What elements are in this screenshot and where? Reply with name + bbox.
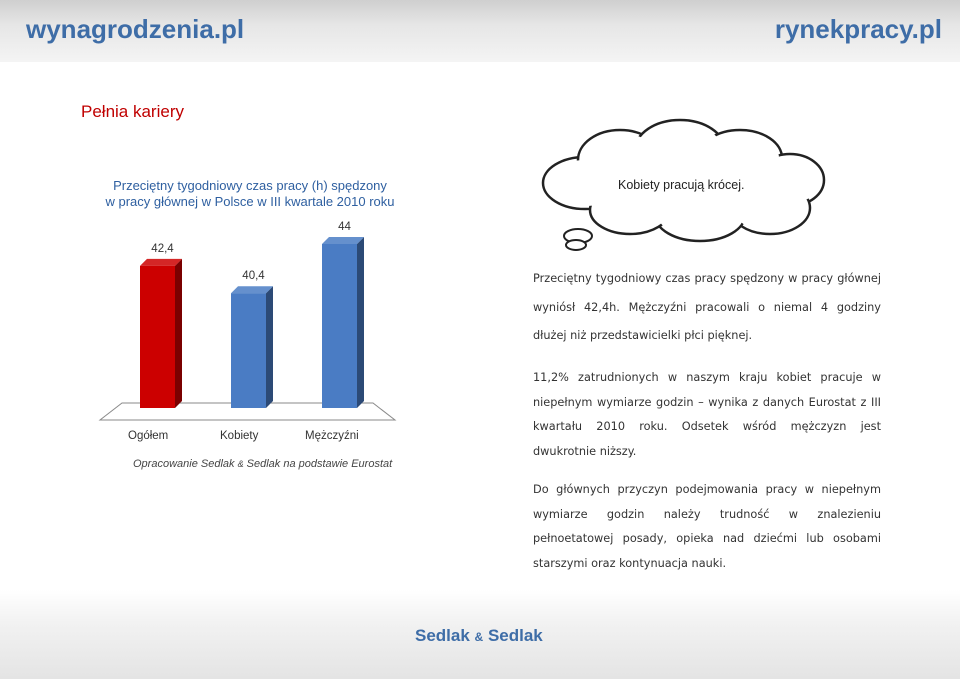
footer-brand-ampersand: & bbox=[474, 630, 484, 644]
source-text-end: Sedlak na podstawie Eurostat bbox=[243, 458, 393, 470]
category-label-kobiety: Kobiety bbox=[220, 430, 259, 442]
chart-title-line-2: w pracy głównej w Polsce w III kwartale 2010 roku bbox=[105, 194, 395, 209]
value-label-mezczyzni: 44 bbox=[338, 221, 351, 233]
footer-brand bbox=[415, 626, 543, 646]
wynagrodzenia-logo[interactable]: wynagrodzenia.pl bbox=[26, 14, 245, 44]
page-title: Pełnia kariery bbox=[81, 102, 184, 121]
chart-title-line-1: Przeciętny tygodniowy czas pracy (h) spędzony bbox=[113, 178, 387, 193]
paragraph-part-time: 11,2% zatrudnionych w naszym kraju kobiet pracuje w niepełnym wymiarze godzin – wynika z danych Eurostat z III kwartału 2010 roku. Odsetek wśród mężczyzn jest dwukrotnie niższy. bbox=[533, 371, 881, 458]
source-ampersand: & bbox=[237, 459, 244, 469]
paragraph-reasons: Do głównych przyczyn podejmowania pracy w niepełnym wymiarze godzin należy trudność w znalezieniu pełnoetatowej posady, opieka nad dziećmi lub osobami starszymi oraz kontynuacja nauki. bbox=[533, 483, 881, 570]
value-label-ogolem: 42,4 bbox=[151, 242, 174, 255]
cloud-text: Kobiety pracują krócej. bbox=[618, 178, 745, 192]
paragraph-average-hours: Przeciętny tygodniowy czas pracy spędzony w pracy głównej wyniósł 42,4h. Mężczyźni pracowali o niemal 4 godziny dłużej niż przedstawicielki płci pięknej. bbox=[533, 272, 881, 342]
rynekpracy-logo[interactable]: rynekpracy.pl bbox=[774, 14, 942, 44]
category-label-mezczyzni: Mężczyźni bbox=[305, 430, 359, 442]
footer-brand-start: Sedlak bbox=[415, 626, 475, 645]
value-label-kobiety: 40,4 bbox=[242, 270, 265, 283]
category-label-ogolem: Ogółem bbox=[128, 430, 169, 442]
source-text-start: Opracowanie Sedlak bbox=[133, 458, 238, 470]
footer-brand-end: Sedlak bbox=[483, 626, 543, 645]
